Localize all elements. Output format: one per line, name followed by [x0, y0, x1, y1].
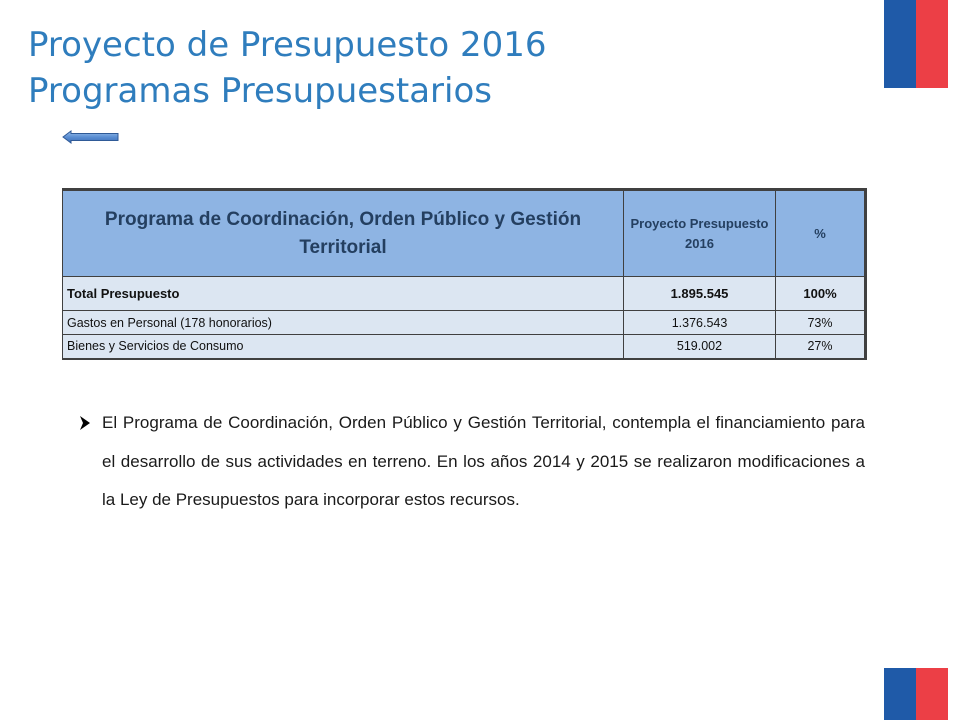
arrow-bullet-icon — [78, 404, 92, 442]
left-arrow-icon[interactable] — [62, 129, 120, 145]
row-amount: 1.895.545 — [624, 277, 776, 311]
flag-blue-stripe — [884, 0, 916, 88]
page-title — [28, 22, 546, 114]
row-label: Total Presupuesto — [63, 277, 624, 311]
table-row — [63, 335, 866, 359]
table-row — [63, 311, 866, 335]
row-amount: 519.002 — [624, 335, 776, 359]
row-percent: 27% — [776, 335, 866, 359]
row-percent: 100% — [776, 277, 866, 311]
program-name-header: Programa de Coordinación, Orden Público y Gestión Territorial — [63, 190, 624, 277]
flag-blue-stripe — [884, 668, 916, 720]
paragraph-text: El Programa de Coordinación, Orden Público y Gestión Territorial, contempla el financiamiento para el desarrollo de sus actividades en terreno. En los años 2014 y 2015 se realizaron modificaciones a la Ley de Presupuestos para incorporar estos recursos. — [102, 413, 865, 509]
flag-red-stripe — [916, 0, 948, 88]
table-row-total — [63, 277, 866, 311]
row-amount: 1.376.543 — [624, 311, 776, 335]
budget-column-header: Proyecto Presupuesto 2016 — [624, 190, 776, 277]
flag-red-stripe — [916, 668, 948, 720]
row-percent: 73% — [776, 311, 866, 335]
title-line-2: Programas Presupuestarios — [28, 71, 492, 111]
bullet-paragraph — [78, 404, 865, 520]
budget-table — [62, 188, 867, 360]
row-label: Bienes y Servicios de Consumo — [63, 335, 624, 359]
percent-column-header: % — [776, 190, 866, 277]
title-line-1: Proyecto de Presupuesto 2016 — [28, 25, 547, 65]
flag-decoration-bottom — [884, 668, 948, 720]
table-header-row — [63, 190, 866, 277]
row-label: Gastos en Personal (178 honorarios) — [63, 311, 624, 335]
flag-decoration-top — [884, 0, 948, 88]
